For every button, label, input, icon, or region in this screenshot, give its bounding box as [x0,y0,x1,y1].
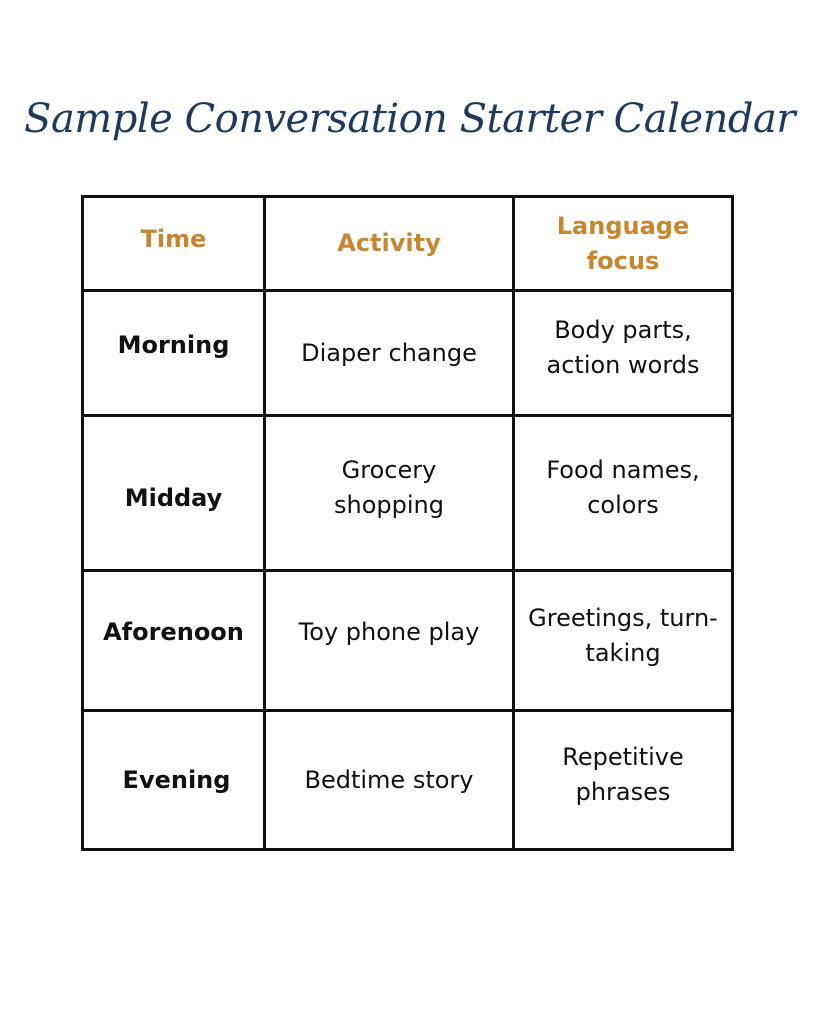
header-language-focus: Language focus [556,211,690,275]
row-time: Midday [124,483,223,512]
row-language-focus: Body parts, action words [546,316,700,379]
row-activity: Toy phone play [298,618,480,647]
row-language-focus: Food names, colors [546,456,700,519]
header-activity: Activity [337,229,441,258]
header-time: Time [140,225,207,254]
row-time: Evening [122,765,231,794]
row-activity: Grocery shopping [334,456,444,519]
row-time: Morning [117,330,230,359]
row-language-focus: Repetitive phrases [562,743,684,806]
row-time: Aforenoon [103,618,244,647]
row-activity: Bedtime story [304,765,474,794]
page-title: Sample Conversation Starter Calendar [24,96,795,142]
row-language-focus: Greetings, turn-taking [528,603,718,667]
calendar-table [81,195,734,851]
row-activity: Diaper change [301,338,477,367]
